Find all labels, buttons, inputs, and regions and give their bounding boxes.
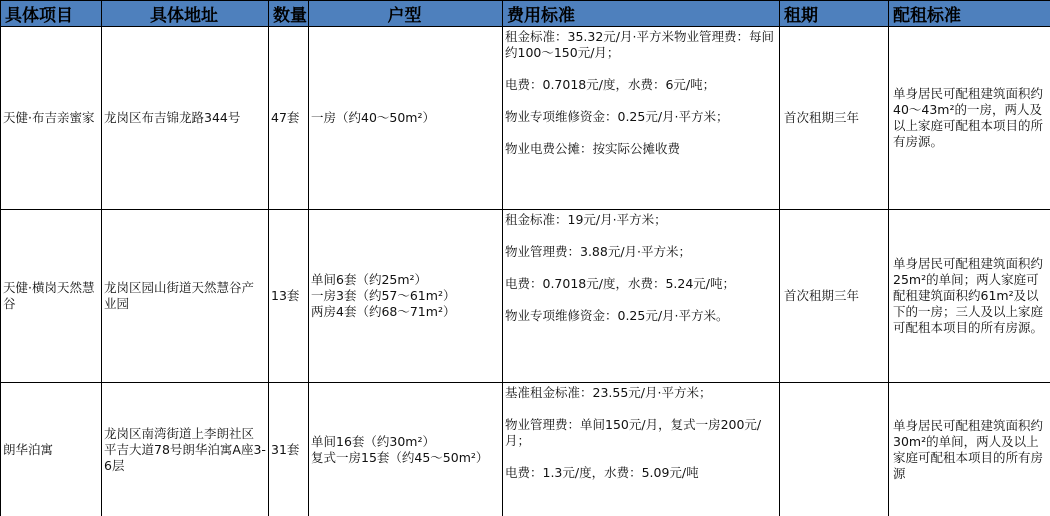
lease-term: 首次租期三年 bbox=[780, 210, 889, 383]
header-address: 具体地址 bbox=[102, 1, 269, 27]
header-unit-type: 户型 bbox=[309, 1, 503, 27]
header-lease: 租期 bbox=[780, 1, 889, 27]
header-count: 数量 bbox=[269, 1, 309, 27]
lease-term: 首次租期三年 bbox=[780, 27, 889, 210]
table-row bbox=[1, 210, 1050, 383]
project-address: 龙岗区南湾街道上李朗社区平吉大道78号朗华泊寓A座3-6层 bbox=[102, 383, 269, 516]
allocation-standard: 单身居民可配租建筑面积约30m²的单间，两人及以上家庭可配租本项目的所有房源 bbox=[889, 383, 1050, 516]
project-address: 龙岗区布吉锦龙路344号 bbox=[102, 27, 269, 210]
unit-type: 单间16套（约30m²） 复式一房15套（约45～50m²） bbox=[309, 383, 503, 516]
unit-type: 单间6套（约25m²） 一房3套（约57～61m²） 两房4套（约68～71m²） bbox=[309, 210, 503, 383]
table-row bbox=[1, 27, 1050, 210]
project-name: 朗华泊寓 bbox=[1, 383, 102, 516]
header-project: 具体项目 bbox=[1, 1, 102, 27]
project-name: 天健·横岗天然慧谷 bbox=[1, 210, 102, 383]
lease-term bbox=[780, 383, 889, 516]
allocation-standard: 单身居民可配租建筑面积约25m²的单间；两人家庭可配租建筑面积约61m²及以下的一房；三人及以上家庭可配租本项目的所有房源。 bbox=[889, 210, 1050, 383]
unit-count: 31套 bbox=[269, 383, 309, 516]
table-row bbox=[1, 383, 1050, 516]
unit-count: 47套 bbox=[269, 27, 309, 210]
unit-count: 13套 bbox=[269, 210, 309, 383]
fee-standard: 租金标准：35.32元/月·平方米物业管理费：每间约100～150元/月； 电费：0.7018元/度，水费：6元/吨； 物业专项维修资金：0.25元/月·平方米； 物业电费公摊：按实际公摊收费 bbox=[503, 27, 780, 210]
fee-standard: 基准租金标准：23.55元/月·平方米； 物业管理费：单间150元/月，复式一房200元/月； 电费：1.3元/度，水费：5.09元/吨 bbox=[503, 383, 780, 516]
fee-standard: 租金标准：19元/月·平方米； 物业管理费：3.88元/月·平方米； 电费：0.7018元/度，水费：5.24元/吨； 物业专项维修资金：0.25元/月·平方米。 bbox=[503, 210, 780, 383]
header-allocation: 配租标准 bbox=[889, 1, 1050, 27]
header-fees: 费用标准 bbox=[503, 1, 780, 27]
project-name: 天健·布吉亲蜜家 bbox=[1, 27, 102, 210]
header-row bbox=[1, 1, 1050, 27]
allocation-standard: 单身居民可配租建筑面积约40～43m²的一房，两人及以上家庭可配租本项目的所有房源。 bbox=[889, 27, 1050, 210]
unit-type: 一房（约40～50m²） bbox=[309, 27, 503, 210]
project-address: 龙岗区园山街道天然慧谷产业园 bbox=[102, 210, 269, 383]
